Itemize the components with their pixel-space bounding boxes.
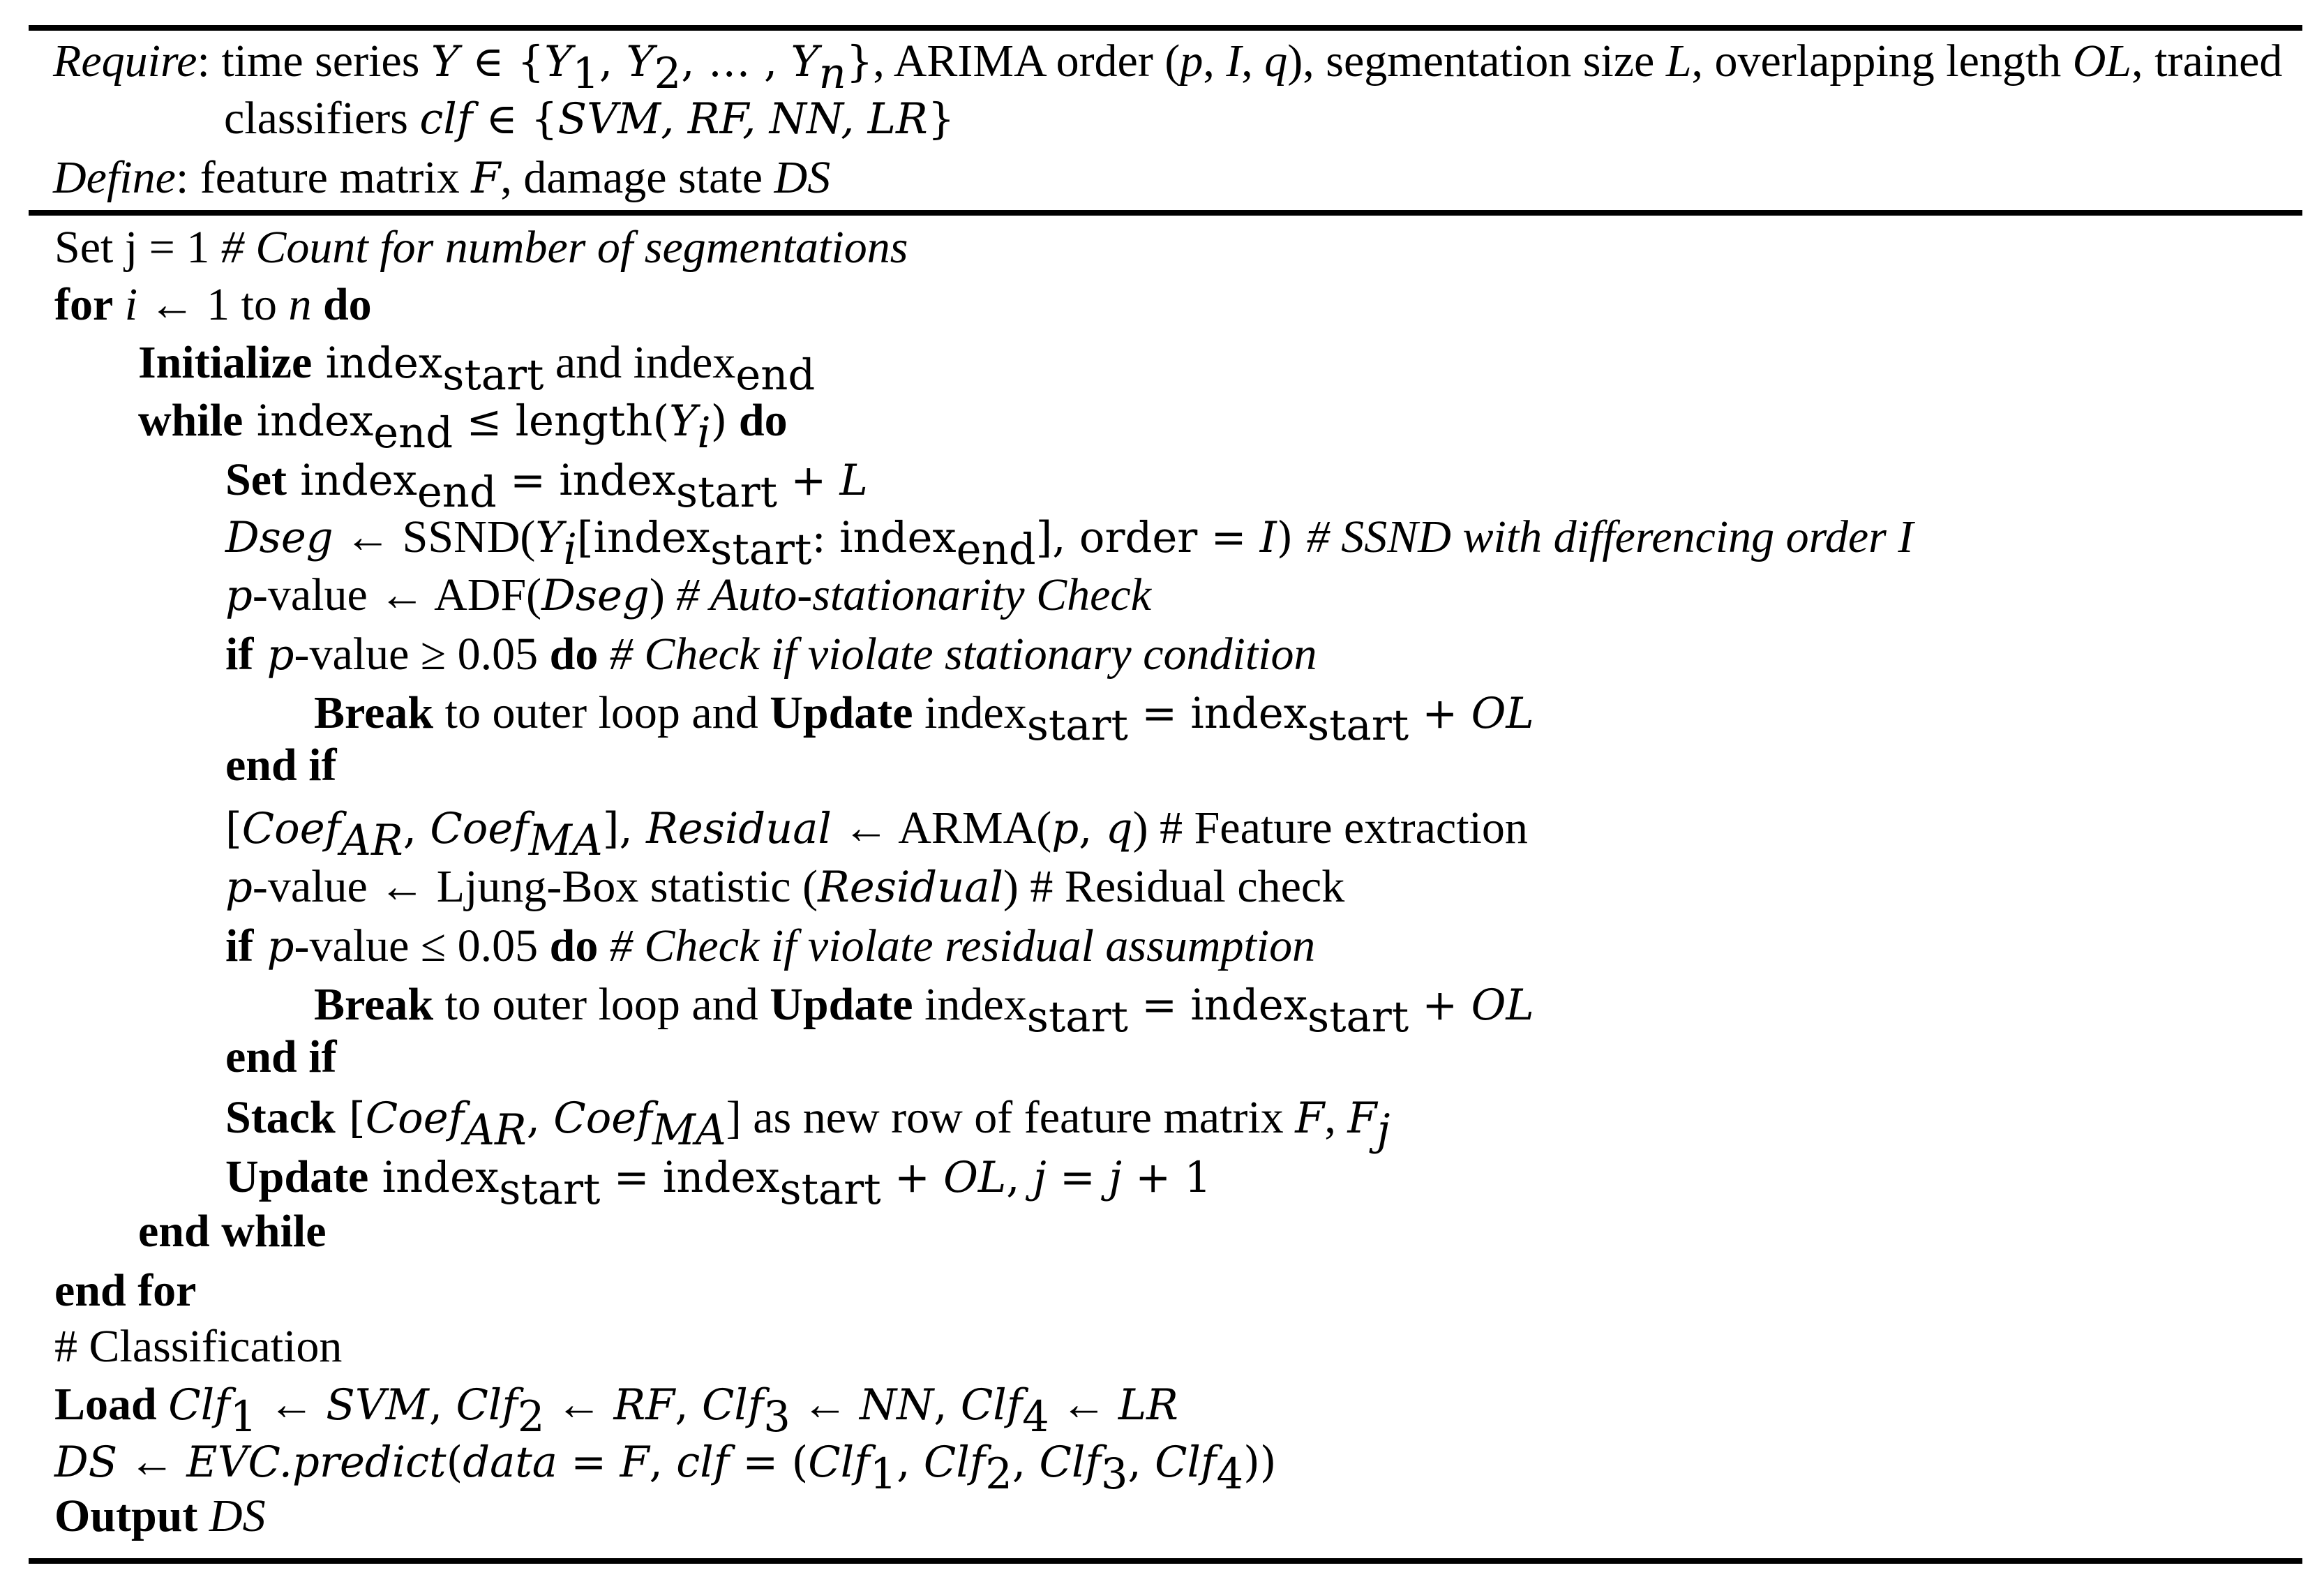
subscript: end [373, 409, 453, 458]
keyword-end-if: end if [225, 740, 337, 791]
text: , [897, 1438, 924, 1487]
var-q: q [1264, 36, 1288, 87]
text: ] as new row of feature matrix [726, 1092, 1296, 1143]
text: , … , [681, 38, 791, 87]
text: + [1409, 981, 1471, 1030]
var-Dseg: Dseg [225, 514, 333, 562]
text: ← [790, 1379, 860, 1430]
line-if-stationary [225, 629, 1317, 680]
text: , ARIMA order ( [873, 36, 1180, 87]
var-clf: Clf [808, 1438, 870, 1487]
line-classification-comment [54, 1321, 343, 1372]
keyword-if: if [225, 920, 254, 971]
line-ljung-box [225, 861, 1345, 912]
text: [ [225, 805, 242, 853]
top-rule [29, 25, 2302, 31]
subscript: start [1307, 701, 1409, 750]
model-rf: RF [613, 1381, 675, 1430]
keyword-initialize: Initialize [138, 337, 313, 388]
subscript: 4 [1216, 1450, 1244, 1499]
keyword-end-for: end for [54, 1265, 197, 1316]
model-nn: NN [859, 1381, 934, 1430]
comment: # Check if violate stationary condition [609, 629, 1317, 680]
text: + 1 [1122, 1153, 1212, 1202]
subscript: end [956, 525, 1036, 574]
function-evc-predict: EVC.predict [186, 1438, 447, 1487]
var-Dseg: Dseg [541, 571, 650, 620]
line-end-for [54, 1265, 197, 1316]
text: , [934, 1381, 961, 1430]
text: ) # Residual check [1003, 861, 1345, 912]
var-F: F [471, 154, 501, 203]
require-line-2 [224, 93, 955, 144]
require-label: Require [53, 36, 197, 87]
keyword-break: Break [314, 979, 434, 1030]
subscript: AR [340, 816, 403, 865]
line-set-j [54, 222, 908, 273]
subscript: 3 [1100, 1450, 1128, 1499]
text [598, 629, 610, 680]
line-set-index-end [225, 454, 868, 517]
text: = [557, 1438, 620, 1487]
line-dseg [225, 511, 1914, 574]
var-DS: DS [54, 1438, 118, 1487]
var-p: p [225, 863, 253, 912]
var-coef: Coef [553, 1094, 652, 1143]
subscript: 1 [572, 50, 599, 98]
subscript: end [735, 351, 816, 400]
keyword-if: if [225, 629, 254, 680]
text: ], order = [1035, 514, 1260, 562]
subscript: AR [464, 1106, 527, 1155]
line-if-residual [225, 920, 1316, 971]
var-coef: Coef [365, 1094, 465, 1143]
text: index [312, 339, 443, 388]
var-residual: Residual [646, 805, 832, 853]
text: -value ≤ 0.05 [294, 920, 550, 971]
text: ∈ { [472, 95, 558, 144]
text: to outer loop and [433, 687, 770, 738]
text: [index [576, 514, 711, 562]
keyword-do: do [549, 629, 599, 680]
text: , [675, 1381, 702, 1430]
var-n: n [288, 279, 312, 330]
text: , [649, 1438, 677, 1487]
subscript: 2 [985, 1450, 1012, 1499]
subscript: n [818, 50, 846, 98]
text: ) [1276, 514, 1307, 562]
bottom-rule [29, 1558, 2302, 1564]
var-I: I [1259, 514, 1277, 562]
keyword-while: while [138, 395, 243, 446]
comment: # Classification [54, 1321, 343, 1372]
var-L: L [839, 456, 868, 505]
subscript: start [1307, 993, 1409, 1042]
line-initialize [138, 337, 816, 400]
keyword-set: Set [225, 454, 287, 505]
line-stack [225, 1092, 1390, 1155]
text: ) # Feature extraction [1132, 802, 1528, 853]
subscript: start [1026, 993, 1128, 1042]
line-end-if-2 [225, 1031, 337, 1082]
subscript: i [563, 525, 577, 574]
keyword-do: do [311, 279, 372, 330]
var-clf: Clf [701, 1381, 764, 1430]
model-svm: SVM [326, 1381, 429, 1430]
comment: # Check if violate residual assumption [609, 920, 1316, 971]
text: : time series [197, 36, 431, 87]
text: ← SSND( [333, 511, 536, 562]
var-clf: Clf [456, 1381, 518, 1430]
keyword-update: Update [770, 687, 913, 738]
subscript: 3 [763, 1393, 790, 1442]
line-end-while [138, 1206, 327, 1257]
text: and index [543, 337, 736, 388]
text: = index [600, 1153, 780, 1202]
text: , [599, 38, 627, 87]
text: , trained [2131, 36, 2283, 87]
text: , overlapping length [1691, 36, 2073, 87]
line-adf [225, 569, 1151, 620]
text: to outer loop and [433, 979, 770, 1030]
text: ], [602, 805, 647, 853]
line-break-1 [314, 687, 1534, 750]
line-predict [54, 1436, 1277, 1499]
subscript: MA [652, 1106, 726, 1155]
var-Fj: F [1347, 1094, 1377, 1143]
text: , [1006, 1153, 1033, 1202]
text: : feature matrix [175, 152, 472, 203]
subscript: start [779, 1165, 881, 1214]
var-I: I [1226, 36, 1242, 87]
text: = index [1127, 981, 1307, 1030]
comment: # Auto-stationarity Check [676, 569, 1151, 620]
var-p: p [225, 571, 253, 620]
var-clf: Clf [960, 1381, 1023, 1430]
text: -value ← Ljung-Box statistic ( [252, 861, 818, 912]
var-F: F [620, 1438, 650, 1487]
text: ≤ length( [453, 397, 670, 446]
subscript: i [697, 409, 711, 458]
var-Y1: Y [544, 38, 573, 87]
text: index [286, 456, 417, 505]
text: = [1046, 1153, 1109, 1202]
subscript: start [499, 1165, 601, 1214]
keyword-for: for [54, 279, 114, 330]
line-for [54, 279, 372, 330]
keyword-end-while: end while [138, 1206, 327, 1257]
var-q: q [1105, 805, 1133, 853]
line-load [54, 1379, 1178, 1442]
header-divider-rule [29, 210, 2302, 216]
var-clf: Clf [1039, 1438, 1101, 1487]
var-coef: Coef [241, 805, 341, 853]
keyword-stack: Stack [225, 1092, 336, 1143]
line-while [138, 395, 788, 458]
var-clf: clf [419, 95, 473, 144]
subscript: start [675, 468, 778, 517]
text: classifiers [224, 93, 420, 144]
var-coef: Coef [430, 805, 529, 853]
keyword-output: Output [54, 1490, 198, 1541]
text: ← [117, 1436, 187, 1487]
text: , [1241, 36, 1265, 87]
text: ← 1 to [149, 279, 289, 330]
text: + [880, 1153, 944, 1202]
var-clf: Clf [1155, 1438, 1217, 1487]
text: ∈ { [459, 38, 545, 87]
keyword-break: Break [314, 687, 434, 738]
text: , [1127, 1438, 1155, 1487]
var-j: j [1109, 1153, 1122, 1202]
var-OL: OL [2072, 36, 2132, 87]
text: index [368, 1153, 500, 1202]
var-p: p [1051, 805, 1079, 853]
keyword-update: Update [770, 979, 913, 1030]
var-Y: Y [669, 397, 698, 446]
text: , [1324, 1092, 1348, 1143]
var-data: data [463, 1438, 557, 1487]
text: ← [1049, 1379, 1118, 1430]
var-OL: OL [1471, 981, 1534, 1030]
define-line [53, 152, 831, 203]
text: Set j = 1 [54, 222, 221, 273]
keyword-update: Update [225, 1151, 369, 1202]
text: ) [710, 397, 728, 446]
line-output [54, 1490, 266, 1541]
subscript: 4 [1022, 1393, 1049, 1442]
keyword-do: do [549, 920, 599, 971]
text: , [526, 1094, 554, 1143]
text: ), segmentation size [1287, 36, 1666, 87]
var-Yn: Y [790, 38, 819, 87]
var-p: p [253, 631, 294, 680]
var-OL: OL [1471, 689, 1534, 738]
text: + [777, 456, 840, 505]
var-p: p [253, 922, 294, 971]
text: index [913, 687, 1027, 738]
var-i: i [113, 279, 149, 330]
text: ← [544, 1379, 614, 1430]
text: [ [335, 1094, 366, 1143]
text: , [403, 805, 430, 853]
var-DS: DS [774, 152, 831, 203]
line-end-if-1 [225, 742, 337, 789]
text: } [927, 95, 955, 144]
line-update [225, 1151, 1212, 1214]
var-clf: Clf [923, 1438, 986, 1487]
text: + [1409, 689, 1471, 738]
subscript: MA [528, 816, 603, 865]
text: , [1012, 1438, 1040, 1487]
text: = ( [729, 1438, 809, 1487]
text: : index [811, 514, 957, 562]
var-clf: clf [676, 1438, 730, 1487]
subscript: 2 [517, 1393, 545, 1442]
var-F: F [1295, 1094, 1325, 1143]
subscript: end [417, 468, 497, 517]
var-Y: Y [535, 514, 564, 562]
subscript: j [1377, 1106, 1390, 1155]
text: = index [496, 456, 676, 505]
var-residual: Residual [818, 863, 1003, 912]
var-L: L [1665, 36, 1692, 87]
var-clf: Clf [168, 1381, 230, 1430]
text: index [913, 979, 1027, 1030]
var-Y: Y [430, 38, 459, 87]
var-j: j [1033, 1153, 1047, 1202]
var-p: p [1180, 36, 1204, 87]
text: ( [446, 1438, 463, 1487]
text: -value ≥ 0.05 [294, 629, 550, 680]
subscript: start [710, 525, 812, 574]
define-label: Define [53, 152, 176, 203]
subscript: 1 [230, 1393, 257, 1442]
text: index [243, 397, 374, 446]
subscript: start [442, 351, 544, 400]
text: } [846, 38, 874, 87]
classifier-set: SVM, RF, NN, LR [557, 95, 928, 144]
subscript: 2 [654, 50, 682, 98]
line-arma [225, 802, 1528, 865]
keyword-do: do [727, 395, 788, 446]
text: -value ← ADF( [252, 569, 542, 620]
line-break-2 [314, 979, 1534, 1042]
subscript: 1 [869, 1450, 897, 1499]
var-OL: OL [943, 1153, 1007, 1202]
text: ← ARMA( [831, 802, 1052, 853]
text: , [1079, 805, 1106, 853]
model-lr: LR [1118, 1381, 1178, 1430]
var-DS: DS [197, 1490, 266, 1541]
text: , [1203, 36, 1227, 87]
comment: # SSND with differencing order I [1306, 511, 1914, 562]
text: = index [1127, 689, 1307, 738]
require-line-1 [53, 36, 2283, 98]
comment: # Count for number of segmentations [220, 222, 908, 273]
text: ← [257, 1379, 327, 1430]
var-Y2: Y [626, 38, 654, 87]
subscript: start [1026, 701, 1128, 750]
text: , [428, 1381, 456, 1430]
text: , damage state [500, 152, 774, 203]
text [598, 920, 610, 971]
keyword-end-if: end if [225, 1031, 337, 1082]
text: ) [649, 569, 677, 620]
text: )) [1243, 1438, 1277, 1487]
keyword-load: Load [54, 1379, 157, 1430]
